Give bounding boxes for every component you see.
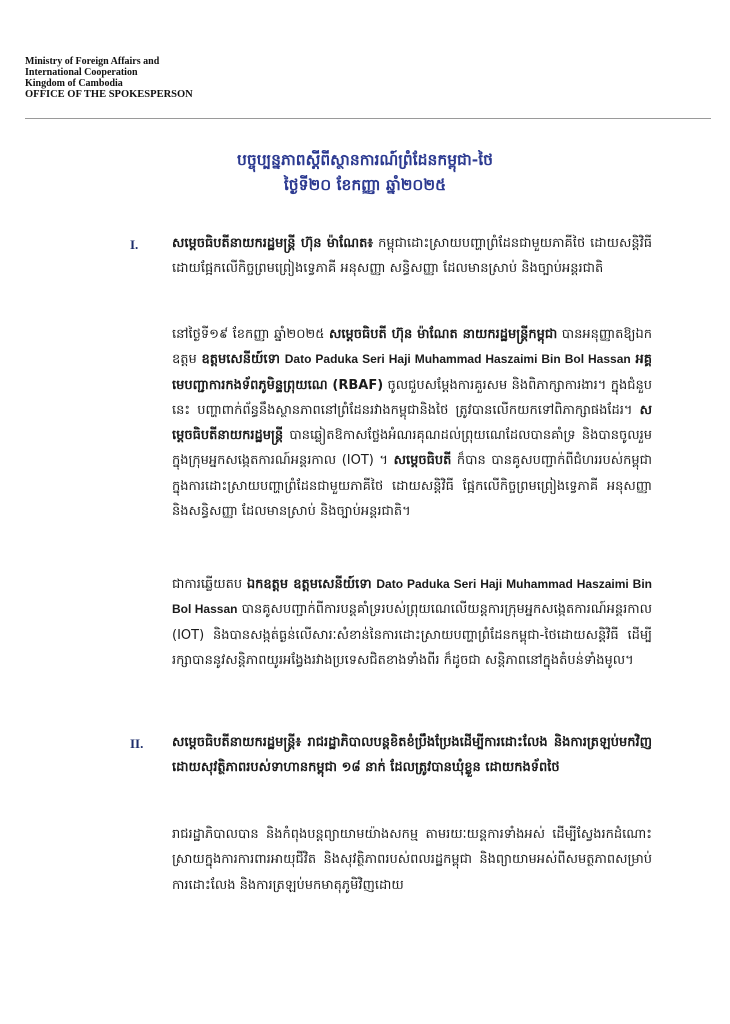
section-1-heading-rest: កម្ពុជាដោះស្រាយបញ្ហាព្រំដែនជាមួយភាគីថៃ ដោយសន្តិវិធី ដោយផ្អែកលើកិច្ចព្រមព្រៀងទ្វេភាគី អនុសញ្ញា សន្ធិសញ្ញា ដែលមានស្រាប់ និងច្បាប់អន្តរជាតិ (172, 236, 653, 277)
p1-date: នៅថ្ងៃទី១៩ ខែកញ្ញា ឆ្នាំ២០២៥ (172, 327, 329, 342)
section-2-number: II. (130, 736, 144, 751)
document-title (120, 148, 610, 198)
header-divider (25, 118, 711, 119)
section-1-heading-bold: សម្តេចធិបតីនាយករដ្ឋមន្ត្រី ហ៊ុន ម៉ាណែត៖ (172, 236, 374, 251)
p2-guest-rank: ឯកឧត្តម ឧត្តមសេនីយ៍ទោ (246, 577, 372, 592)
p1-text-2: ចូលជួបសម្តែងការគួរសម និងពិភាក្សាការងារ។ ក្នុងជំនួបនេះ បញ្ហាពាក់ព័ន្ធនឹងស្ថានភាពនៅព្រំដែនរវាងកម្ពុជានិងថៃ ត្រូវបានលើកយកទៅពិភាក្សាផងដែរ។ (172, 377, 652, 418)
p1-guest-title: អគ្គមេបញ្ជាការកងទ័ពភូមិន្ទព្រុយណេ (RBAF) (172, 352, 653, 393)
p2-guest-name: Dato Paduka Seri Haji Muhammad Haszaimi Bin Bol Hassan (172, 577, 653, 617)
p1-rank: ឧត្តមសេនីយ៍ទោ (201, 352, 280, 368)
section-1-number: I. (130, 237, 139, 252)
p1-text-3: បានឆ្លៀតឱកាសថ្លែងអំណរគុណដល់ព្រុយណេដែលបានគាំទ្រ និងបានចូលរួមក្នុងក្រុមអ្នកសង្កេតការណ៍អន្តរកាល (IOT) ។ (172, 428, 652, 469)
section-1-paragraph-1 (172, 322, 652, 524)
p2-text: ជាការឆ្លើយតប (172, 577, 247, 592)
p1-text-4: ក៏បាន បានគូសបញ្ជាក់ពីជំហររបស់កម្ពុជាក្នុងការដោះស្រាយបញ្ហាព្រំដែនជាមួយភាគីថៃ ដោយសន្តិវិធី ផ្អែកលើកិច្ចព្រមព្រៀងទ្វេភាគី អនុសញ្ញា និងសន្ធិសញ្ញា ដែលមានស្រាប់ និងច្បាប់អន្តរជាតិ។ (172, 453, 652, 520)
p1-guest-name: Dato Paduka Seri Haji Muhammad Haszaimi Bin Bol Hassan (284, 352, 631, 367)
title-line-date: ថ្ងៃទី២០ ខែកញ្ញា ឆ្នាំ២០២៥ (283, 176, 447, 194)
section-1-heading (172, 231, 652, 282)
title-line-subject: បច្ចុប្បន្នភាពស្តីពីស្ថានការណ៍ព្រំដែនកម្ពុជា-ថៃ (237, 151, 493, 169)
section-2-paragraph-1: រាជរដ្ឋាភិបាលបាន និងកំពុងបន្តព្យាយាមយ៉ាងសកម្ម តាមរយៈយន្តការទាំងអស់ ដើម្បីស្វែងរកដំណោះស្រាយក្នុងការការពារអាយុជីវិត និងសុវត្ថិភាពរបស់ពលរដ្ឋកម្ពុជា និងព្យាយាមអស់ពីសមត្ថភាពសម្រាប់ការដោះលែង និងការត្រឡប់មកមាតុភូមិវិញដោយ (172, 827, 652, 893)
header-line-cooperation: International Cooperation (25, 67, 138, 78)
p2-text-2: បានគូសបញ្ជាក់ពីការបន្តគាំទ្ររបស់ព្រុយណេលើយន្តការក្រុមអ្នកសង្កេតការណ៍អន្តរកាល (IOT) និងបានសង្កត់ធ្ងន់លើសារៈសំខាន់នៃការដោះស្រាយបញ្ហាព្រំដែនកម្ពុជា-ថៃដោយសន្តិវិធី ដើម្បីរក្សាបាននូវសន្តិភាពយូរអង្វែងរវាងប្រទេសជិតខាងទាំងពីរ ក៏ដូចជា សន្តិភាពនៅក្នុងតំបន់ទាំងមូល។ (172, 602, 652, 668)
p1-pm-short: សម្តេចធិបតី (393, 453, 452, 469)
p1-pm-name: សម្តេចធិបតី ហ៊ុន ម៉ាណែត នាយករដ្ឋមន្ត្រីកម្ពុជា (328, 327, 558, 342)
header-line-ministry: Ministry of Foreign Affairs and (25, 56, 160, 67)
ministry-header (25, 56, 193, 100)
header-line-office: OFFICE OF THE SPOKESPERSON (25, 89, 193, 100)
section-2-heading: សម្តេចធិបតីនាយករដ្ឋមន្ត្រី៖ រាជរដ្ឋាភិបាលបន្តខិតខំប្រឹងប្រែងដើម្បីការដោះលែង និងការត្រឡប់មកវិញដោយសុវត្ថិភាពរបស់ទាហានកម្ពុជា ១៨ នាក់ ដែលត្រូវបានឃុំខ្លួន ដោយកងទ័ពថៃ (172, 735, 652, 776)
section-1-paragraph-2 (172, 572, 652, 673)
p1-text: បានអនុញ្ញាតឱ្យឯកឧត្តម (172, 327, 652, 368)
header-line-kingdom: Kingdom of Cambodia (25, 78, 123, 89)
p1-pm-title: សម្តេចធិបតីនាយករដ្ឋមន្ត្រី (172, 402, 652, 444)
